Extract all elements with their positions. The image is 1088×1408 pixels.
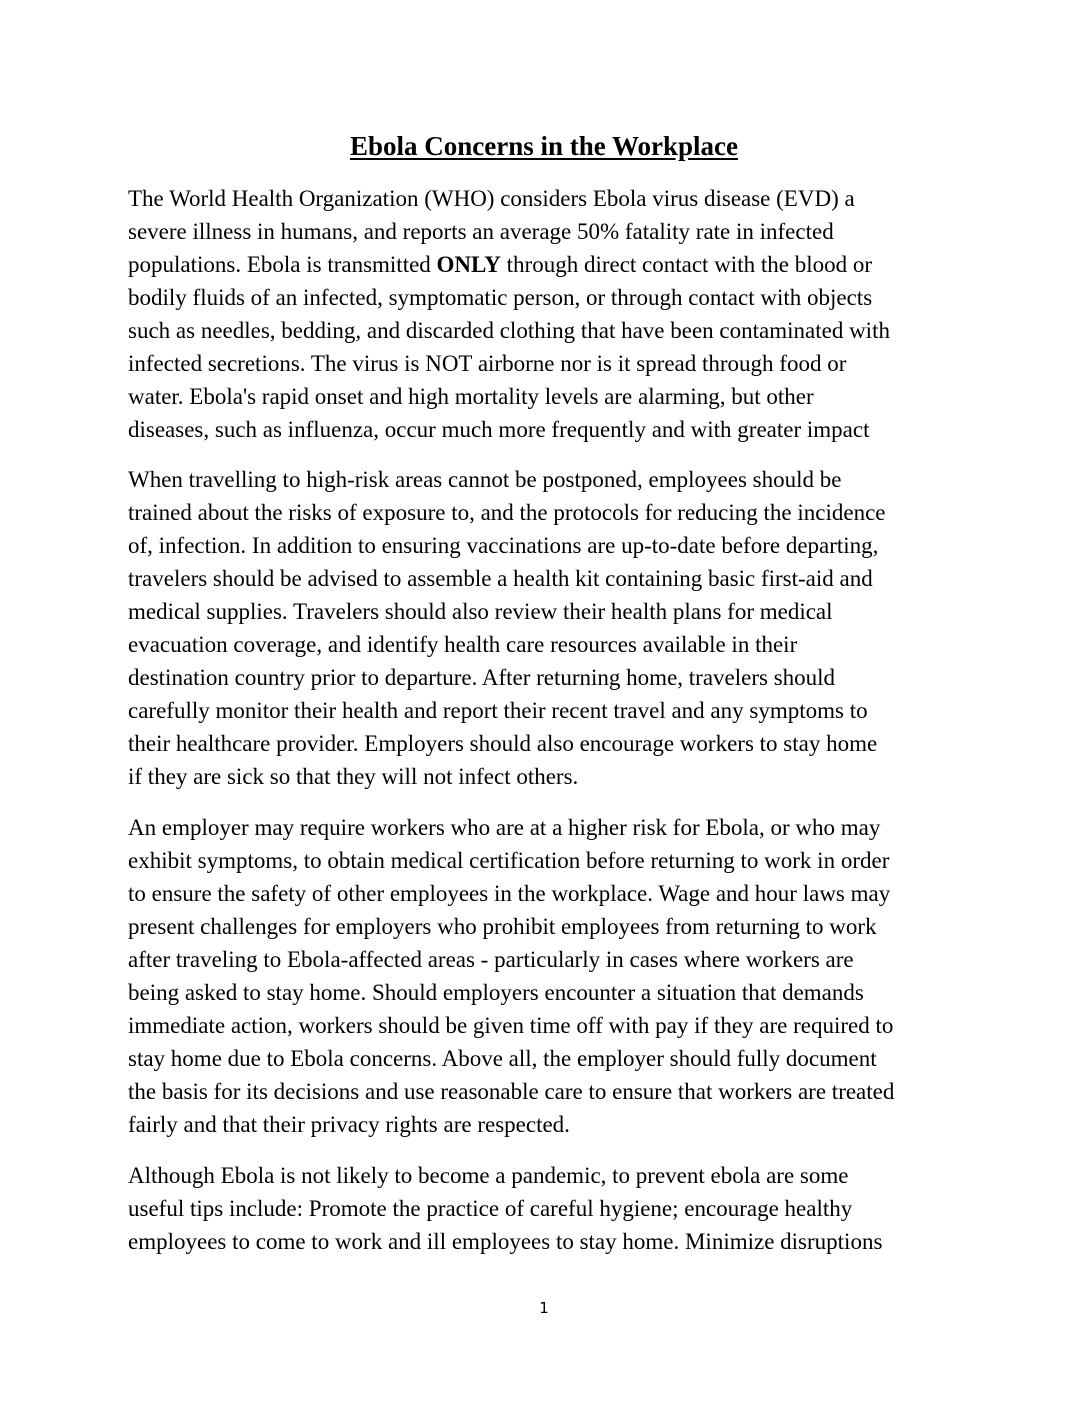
line-text: fairly and that their privacy rights are respected. xyxy=(128,1112,570,1137)
paragraph-line xyxy=(128,1075,968,1108)
line-text: severe illness in humans, and reports an average 50% fatality rate in infected xyxy=(128,219,834,244)
paragraph-prevention-tips xyxy=(128,1159,968,1258)
paragraph-line xyxy=(128,1108,968,1141)
line-text: present challenges for employers who prohibit employees from returning to work xyxy=(128,914,877,939)
page-number: 1 xyxy=(539,1299,549,1317)
line-text: useful tips include: Promote the practice of careful hygiene; encourage healthy xyxy=(128,1196,853,1221)
line-text: travelers should be advised to assemble a health kit containing basic first-aid and xyxy=(128,566,873,591)
line-text: trained about the risks of exposure to, and the protocols for reducing the incidence xyxy=(128,500,886,525)
line-text: exhibit symptoms, to obtain medical certification before returning to work in order xyxy=(128,848,890,873)
line-text: to ensure the safety of other employees in the workplace. Wage and hour laws may xyxy=(128,881,891,906)
paragraph-line xyxy=(128,529,968,562)
line-text: infected secretions. The virus is NOT airborne nor is it spread through food or xyxy=(128,351,847,376)
paragraph-line xyxy=(128,182,968,215)
line-text: populations. Ebola is transmitted xyxy=(128,252,437,277)
paragraph-line xyxy=(128,562,968,595)
paragraph-line xyxy=(128,694,968,727)
paragraph-line xyxy=(128,496,968,529)
line-text: diseases, such as influenza, occur much more frequently and with greater impact xyxy=(128,417,870,442)
paragraph-line xyxy=(128,314,968,347)
line-text: employees to come to work and ill employees to stay home. Minimize disruptions xyxy=(128,1229,883,1254)
line-text: destination country prior to departure. After returning home, travelers should xyxy=(128,665,836,690)
paragraph-line xyxy=(128,811,968,844)
paragraph-line xyxy=(128,380,968,413)
line-text: through direct contact with the blood or xyxy=(500,252,872,277)
paragraph-line xyxy=(128,1192,968,1225)
line-text: the basis for its decisions and use reasonable care to ensure that workers are treated xyxy=(128,1079,895,1104)
paragraph-line xyxy=(128,215,968,248)
paragraph-line xyxy=(128,760,968,793)
paragraph-line xyxy=(128,877,968,910)
paragraph-line xyxy=(128,1159,968,1192)
paragraph-line xyxy=(128,463,968,496)
line-text: When travelling to high-risk areas cannot be postponed, employees should be xyxy=(128,467,842,492)
paragraph-line xyxy=(128,976,968,1009)
paragraph-line xyxy=(128,910,968,943)
paragraph-line xyxy=(128,248,968,281)
paragraph-line xyxy=(128,727,968,760)
paragraph-line xyxy=(128,1225,968,1258)
line-text: Although Ebola is not likely to become a pandemic, to prevent ebola are some xyxy=(128,1163,849,1188)
paragraph-line xyxy=(128,943,968,976)
line-text: their healthcare provider. Employers should also encourage workers to stay home xyxy=(128,731,878,756)
line-text: immediate action, workers should be given time off with pay if they are required to xyxy=(128,1013,894,1038)
line-text: if they are sick so that they will not infect others. xyxy=(128,764,579,789)
line-text: such as needles, bedding, and discarded clothing that have been contaminated with xyxy=(128,318,890,343)
line-text: after traveling to Ebola-affected areas - particularly in cases where workers are xyxy=(128,947,854,972)
line-text: water. Ebola's rapid onset and high mortality levels are alarming, but other xyxy=(128,384,814,409)
paragraph-line xyxy=(128,661,968,694)
paragraph-line xyxy=(128,844,968,877)
line-text: being asked to stay home. Should employers encounter a situation that demands xyxy=(128,980,864,1005)
line-text: carefully monitor their health and report their recent travel and any symptoms to xyxy=(128,698,868,723)
paragraph-line xyxy=(128,413,968,446)
line-text: bodily fluids of an infected, symptomatic person, or through contact with objects xyxy=(128,285,873,310)
paragraph-travel-guidance xyxy=(128,463,968,793)
line-text: medical supplies. Travelers should also review their health plans for medical xyxy=(128,599,833,624)
document-title: Ebola Concerns in the Workplace xyxy=(349,131,739,161)
paragraph-line xyxy=(128,347,968,380)
paragraph-who-overview xyxy=(128,182,968,446)
line-text: of, infection. In addition to ensuring vaccinations are up-to-date before departing, xyxy=(128,533,879,558)
paragraph-employer-requirements xyxy=(128,811,968,1141)
line-text: stay home due to Ebola concerns. Above all, the employer should fully document xyxy=(128,1046,877,1071)
line-text: evacuation coverage, and identify health care resources available in their xyxy=(128,632,798,657)
paragraph-line xyxy=(128,281,968,314)
line-text: An employer may require workers who are at a higher risk for Ebola, or who may xyxy=(128,815,881,840)
paragraph-line xyxy=(128,1009,968,1042)
emphasis-only: ONLY xyxy=(436,252,501,277)
paragraph-line xyxy=(128,1042,968,1075)
paragraph-line xyxy=(128,628,968,661)
paragraph-line xyxy=(128,595,968,628)
line-text: The World Health Organization (WHO) considers Ebola virus disease (EVD) a xyxy=(128,186,855,211)
